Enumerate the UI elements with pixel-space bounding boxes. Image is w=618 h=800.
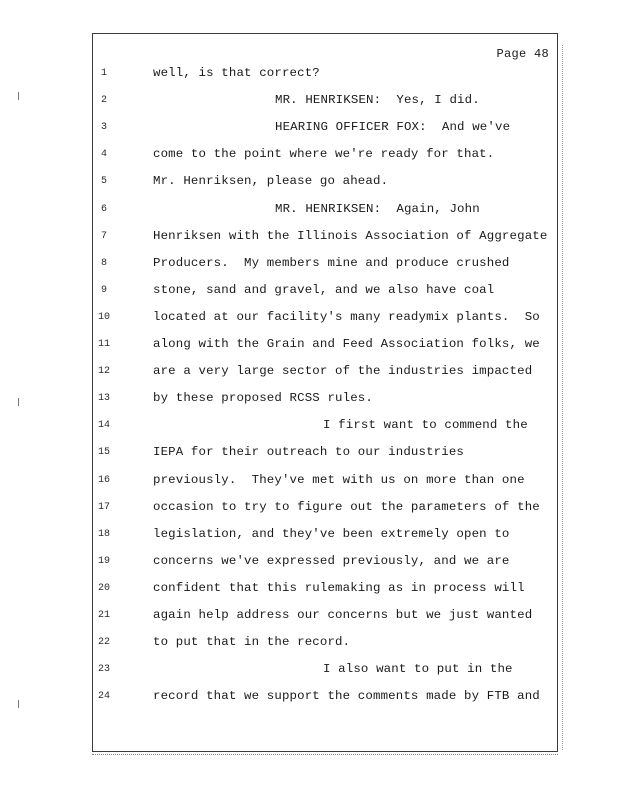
scan-edge-mark [561,45,563,750]
transcript-line: MR. HENRIKSEN: Yes, I did. [275,93,480,108]
transcript-line: I also want to put in the [323,662,513,677]
margin-tick [18,700,22,708]
margin-tick [18,398,22,406]
transcript-line: concerns we've expressed previously, and we are [153,553,510,568]
line-number: 23 [97,664,110,676]
line-number: 18 [97,528,110,540]
line-number: 4 [100,149,107,161]
transcript-line: to put that in the record. [153,635,351,650]
line-number: 21 [97,610,110,621]
transcript-line: confident that this rulemaking as in process will [153,580,525,595]
transcript-line: HEARING OFFICER FOX: And we've [275,120,511,135]
transcript-line: Mr. Henriksen, please go ahead. [153,174,389,189]
line-number: 12 [97,366,110,378]
line-number: 7 [100,230,107,242]
transcript-line: are a very large sector of the industries impacted [153,364,533,379]
transcript-line: record that we support the comments made by FTB and [153,689,540,704]
transcript-line: along with the Grain and Feed Association folks, we [153,337,540,351]
transcript-line: well, is that correct? [153,66,320,80]
transcript-line: again help address our concerns but we just wanted [153,608,533,622]
transcript-line: previously. They've met with us on more than one [153,472,525,487]
transcript-line: by these proposed RCSS rules. [153,391,373,406]
line-number: 3 [100,122,107,134]
line-number: 16 [97,474,110,486]
line-number: 5 [100,176,107,188]
line-number: 20 [97,582,110,594]
line-number: 2 [100,95,107,107]
line-number: 14 [97,420,110,432]
transcript-line: stone, sand and gravel, and we also have coal [153,282,495,297]
transcript-line: located at our facility's many readymix plants. So [153,309,540,324]
transcript-line: occasion to try to figure out the parameters of the [153,499,540,514]
line-number: 1 [100,68,107,79]
page-number: Page 48 [496,47,549,61]
line-number: 9 [100,284,107,296]
line-number: 10 [97,311,110,323]
line-number: 13 [97,393,110,405]
line-number: 17 [97,501,110,513]
transcript-line: legislation, and they've been extremely open to [153,526,510,541]
line-number: 8 [100,257,107,269]
bottom-scan-rule [92,752,558,755]
margin-tick [18,92,22,100]
transcript-line: Producers. My members mine and produce crushed [153,255,510,270]
transcript-line: MR. HENRIKSEN: Again, John [275,201,480,216]
line-number: 19 [97,555,110,567]
transcript-line: Henriksen with the Illinois Association of Aggregate [153,228,548,243]
line-number: 15 [97,447,110,459]
line-number: 11 [97,339,110,350]
transcript-line: come to the point where we're ready for that. [153,147,495,162]
transcript-page [92,33,558,752]
line-number: 22 [97,637,110,649]
transcript-line: IEPA for their outreach to our industries [153,445,465,460]
transcript-line: I first want to commend the [323,418,528,433]
line-number: 24 [97,691,110,703]
line-number: 6 [100,203,107,215]
